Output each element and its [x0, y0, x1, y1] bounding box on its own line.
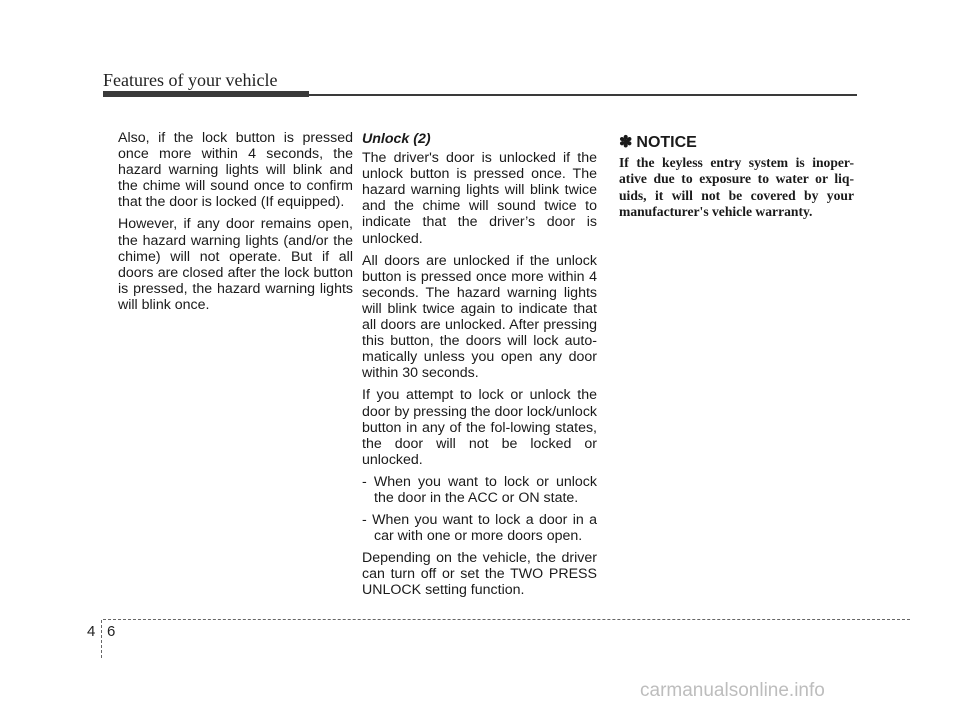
unlock-bullet-2: - When you want to lock a door in a car with one or more doors open. — [362, 512, 597, 545]
notice-asterisk-icon: ✽ — [619, 134, 633, 151]
notice-title: NOTICE — [636, 134, 697, 151]
notice-heading — [619, 133, 854, 153]
notice-box — [619, 133, 854, 226]
column-1 — [118, 130, 353, 319]
header-rule-thin — [309, 94, 857, 96]
footer-divider — [101, 620, 102, 658]
unlock-bullet-1: - When you want to lock or unlock the door in the ACC or ON state. — [362, 473, 597, 506]
page-number: 6 — [107, 623, 116, 640]
header-rule-thick — [103, 91, 309, 97]
notice-body: If the keyless entry system is inoper-ative due to exposure to water or liq-uids, it will not be covered by your manufacturer's vehicle warranty. — [619, 155, 854, 219]
page-header-title: Features of your vehicle — [103, 70, 278, 90]
unlock-paragraph-3: If you attempt to lock or unlock the door by pressing the door lock/unlock button in any of the fol-lowing states, the door will not be locked or unlocked. — [362, 387, 598, 468]
unlock-paragraph-1: The driver's door is unlocked if the unlock button is pressed once. The hazard warning lights will blink twice and the chime will sound twice to indicate that the driver’s door is unlocked. — [362, 150, 597, 247]
column-2 — [362, 131, 597, 605]
watermark: carmanualsonline.info — [640, 680, 825, 701]
lock-paragraph-1: Also, if the lock button is pressed once more within 4 seconds, the hazard warning lights will blink and the chime will sound once to confirm that the door is locked (If equipped). — [118, 130, 353, 211]
unlock-subheading: Unlock (2) — [362, 131, 431, 147]
unlock-paragraph-4: Depending on the vehicle, the driver can turn off or set the TWO PRESS UNLOCK setting function. — [362, 550, 597, 599]
chapter-number: 4 — [87, 623, 96, 640]
lock-paragraph-2: However, if any door remains open, the hazard warning lights (and/or the chime) will not operate. But if all doors are closed after the lock button is pressed, the hazard warning lights will blink once. — [118, 216, 353, 313]
footer-rule — [103, 619, 910, 620]
unlock-paragraph-2: All doors are unlocked if the unlock button is pressed once more within 4 seconds. The hazard warning lights will blink twice again to indicate that all doors are unlocked. After pressing this button, the doors will lock auto-matically unless you open any door within 30 seconds. — [362, 252, 597, 382]
